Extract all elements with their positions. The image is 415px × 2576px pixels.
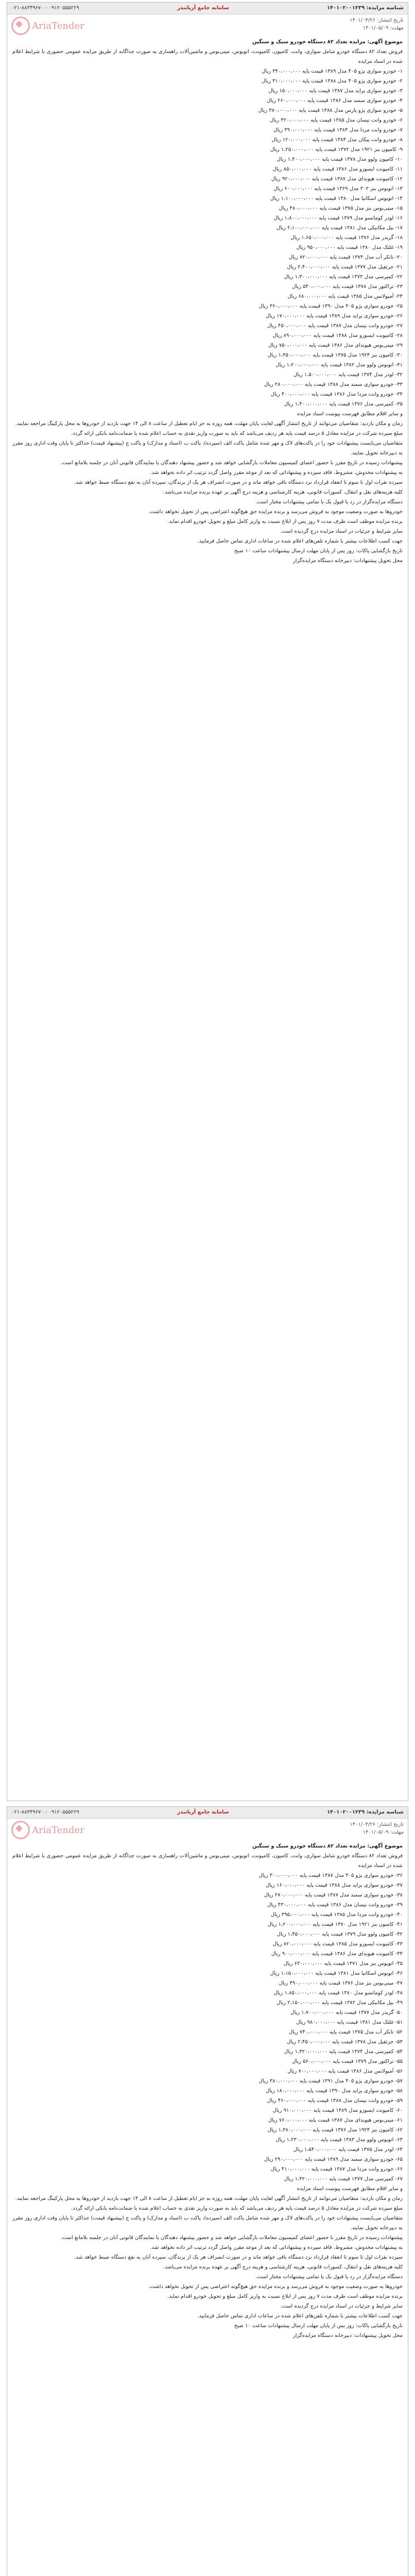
dates-block [350, 1821, 404, 1836]
paragraph: ۳۲- لودر مدل ۱۳۷۴ قیمت پایه ۱،۵۰۰،۰۰۰،۰۰۰ ریال [293, 372, 403, 378]
paragraph: برنده مزایده موظف است ظرف مدت ۷ روز پس از ابلاغ نسبت به واریز کامل مبلغ و تحویل خودرو اقدام نماید. [167, 519, 403, 524]
paragraph: ۲۸- کامیونت ایسوزو مدل ۱۳۸۸ قیمت پایه ۸۹۰،۰۰۰،۰۰۰ ریال [272, 333, 403, 338]
logo-mark-icon [11, 16, 30, 35]
tender-body [7, 36, 408, 570]
paragraph: ۱۵- مینی‌بوس بنز مدل ۱۳۷۵ قیمت پایه ۴۸۰،۰۰۰،۰۰۰ ریال [279, 206, 403, 211]
paragraph: فروش تعداد ۸۲ دستگاه خودرو شامل سواری، وانت، کامیون، کامیونت، اتوبوس، مینی‌بوس و ماشین‌آلات راهسازی به صورت جداگانه از طریق مزایده عمومی حضوری با شرایط اعلام شده در اسناد مزایده [12, 1853, 403, 1869]
paragraph: و سایر اقلام مطابق فهرست پیوست اسناد مزایده [297, 2186, 403, 2192]
paragraph: پیشنهادات رسیده در تاریخ مقرر با حضور اعضای کمیسیون معاملات بازگشایی خواهد شد و حضور پیشنهاد دهندگان یا نمایندگان قانونی آنان در جلسه بلامانع است. [60, 460, 403, 466]
logo-text: AriaTender [32, 20, 84, 31]
paragraph: ۴۲- کامیون ولوو مدل ۱۳۷۹ قیمت پایه ۱،۴۵۰،۰۰۰،۰۰۰ ریال [276, 1931, 403, 1937]
paragraph: به پیشنهادات مخدوش، مشروط، فاقد سپرده و پیشنهاداتی که بعد از موعد مقرر واصل گردد ترتیب اثر داده نخواهد شد. [150, 470, 403, 476]
paragraph: خودروها به صورت وضعیت موجود به فروش می‌رسد و برنده مزایده حق هیچ‌گونه اعتراضی پس از تحویل نخواهد داشت. [148, 2284, 403, 2290]
brand-name: سامانه جامع آریاتندر [177, 1809, 229, 1815]
paragraph: متقاضیان می‌بایست پیشنهادات خود را در پاکت‌های لاک و مهر شده شامل پاکت الف (سپرده)، پاکت ب (اسناد و مدارک) و پاکت ج (پیشنهاد قیمت) حداکثر تا پایان وقت اداری روز مقرر به دبیرخانه تحویل نمایند. [12, 2215, 403, 2231]
paragraph: ۲۰- تانکر آب مدل ۱۳۷۴ قیمت پایه ۷۲۰،۰۰۰،۰۰۰ ریال [288, 255, 403, 260]
contact-phone: ۰۲۱-۸۸۳۴۹۶۷۰ - ۰۹۱۲۰۵۵۵۲۲۹ [11, 5, 79, 11]
paragraph: ۴۵- اتوبوس بنز مدل ۱۳۷۱ قیمت پایه ۶۳۰،۰۰۰،۰۰۰ ریال [283, 1961, 403, 1967]
page-header [7, 1807, 408, 1819]
paragraph: ۲۶- خودرو سواری پراید مدل ۱۳۸۹ قیمت پایه ۱۷۰،۰۰۰،۰۰۰ ریال [266, 313, 403, 319]
paragraph: ۲۵- خودرو سواری پژو ۴۰۵ مدل ۱۳۹۰ قیمت پایه ۳۶۰،۰۰۰،۰۰۰ ریال [258, 303, 403, 309]
paragraph: ۶۴- لودر مدل ۱۳۷۵ قیمت پایه ۱،۵۴۰،۰۰۰،۰۰۰ ریال [293, 2147, 403, 2153]
paragraph: ۵۷- خودرو سواری پژو ۴۰۵ مدل ۱۳۹۱ قیمت پایه ۳۸۰،۰۰۰،۰۰۰ ریال [258, 2078, 403, 2084]
logo-text: AriaTender [32, 1824, 84, 1836]
paragraph: ۹- کامیون بنز ۱۹۲۱ مدل ۱۳۷۲ قیمت پایه ۱،۲۵۰،۰۰۰،۰۰۰ ریال [270, 147, 403, 152]
paragraph: متقاضیان می‌بایست پیشنهادات خود را در پاکت‌های لاک و مهر شده شامل پاکت الف (سپرده)، پاکت ب (اسناد و مدارک) و پاکت ج (پیشنهاد قیمت) حداکثر تا پایان وقت اداری روز مقرر به دبیرخانه تحویل نمایند. [12, 440, 403, 456]
paragraph: ۳۴- خودرو وانت مزدا مدل ۱۳۸۶ قیمت پایه ۴۰۰،۰۰۰،۰۰۰ ریال [270, 392, 403, 397]
paragraph: دستگاه مزایده‌گزار در رد یا قبول یک یا تمامی پیشنهادات مختار است. [255, 499, 403, 505]
paragraph: ۱۱- کامیونت ایسوزو مدل ۱۳۸۶ قیمت پایه ۸۵۰،۰۰۰،۰۰۰ ریال [272, 166, 403, 172]
document-page-1 [7, 2, 408, 1801]
paragraph: ۳۸- خودرو سواری سمند مدل ۱۳۸۷ قیمت پایه ۲۷۰،۰۰۰،۰۰۰ ریال [264, 1892, 403, 1898]
paragraph: ۱۹- غلتک مدل ۱۳۸۰ قیمت پایه ۹۵۰،۰۰۰،۰۰۰ ریال [296, 245, 403, 250]
paragraph: ۴۰- خودرو وانت مزدا مدل ۱۳۸۵ قیمت پایه ۳۹۵،۰۰۰،۰۰۰ ریال [270, 1912, 403, 1918]
paragraph: ۳۱- اتوبوس ولوو مدل ۱۳۸۲ قیمت پایه ۱،۲۰۰،۰۰۰،۰۰۰ ریال [275, 362, 403, 368]
paragraph: پیشنهادات رسیده در تاریخ مقرر با حضور اعضای کمیسیون معاملات بازگشایی خواهد شد و حضور پیشنهاد دهندگان یا نمایندگان قانونی آنان در جلسه بلامانع است. [60, 2235, 403, 2241]
paragraph: ۴۳- کامیونت ایسوزو مدل ۱۳۸۵ قیمت پایه ۸۲۰،۰۰۰،۰۰۰ ریال [272, 1941, 403, 1947]
tender-body [7, 1840, 408, 2345]
paragraph: ۲۱- جرثقیل مدل ۱۳۷۷ قیمت پایه ۲،۴۰۰،۰۰۰،۰۰۰ ریال [287, 264, 403, 270]
paragraph: دستگاه مزایده‌گزار در رد یا قبول یک یا تمامی پیشنهادات مختار است. [255, 2274, 403, 2280]
paragraph: ۵۵- تراکتور مدل ۱۳۷۹ قیمت پایه ۵۶۰،۰۰۰،۰۰۰ ریال [292, 2059, 403, 2064]
paragraph: ۶۲- کامیون بنز ۱۹۲۴ مدل ۱۳۷۶ قیمت پایه ۱،۳۸۰،۰۰۰،۰۰۰ ریال [267, 2127, 403, 2133]
paragraph: برنده مزایده موظف است ظرف مدت ۷ روز پس از ابلاغ نسبت به واریز کامل مبلغ و تحویل خودرو اقدام نماید. [167, 2294, 403, 2299]
paragraph: ۶- خودرو وانت نیسان مدل ۱۳۸۵ قیمت پایه ۴۲۰،۰۰۰،۰۰۰ ریال [270, 117, 403, 123]
paragraph: ۲۹- مینی‌بوس هیوندای مدل ۱۳۸۶ قیمت پایه ۷۵۰،۰۰۰،۰۰۰ ریال [268, 343, 403, 348]
paragraph: ۴۶- اتوبوس اسکانیا مدل ۱۳۸۱ قیمت پایه ۱،۱۵۰،۰۰۰،۰۰۰ ریال [270, 1971, 403, 1976]
ariatender-logo [11, 16, 84, 35]
paragraph: ۵۶- آمبولانس مدل ۱۳۸۶ قیمت پایه ۷۰۰،۰۰۰،۰۰۰ ریال [287, 2069, 403, 2074]
tender-id: شناسه مزایده: ۱۴۰۱۰۲۰۰۱۲۳۹ [326, 5, 404, 11]
paragraph: محل تحویل پیشنهادات: دبیرخانه دستگاه مزایده‌گزار [292, 558, 403, 564]
paragraph: ۳۳- خودرو سواری سمند مدل ۱۳۸۸ قیمت پایه ۲۸۰،۰۰۰،۰۰۰ ریال [264, 382, 403, 387]
paragraph: زمان و مکان بازدید: متقاضیان می‌توانند از تاریخ انتشار آگهی لغایت پایان مهلت، همه روزه به جز ایام تعطیل از ساعت ۸ الی ۱۴ جهت بازدید از خودروها به محل پارکینگ مراجعه نمایند. [15, 2196, 403, 2201]
ariatender-logo [11, 1821, 84, 1839]
paragraph: مبلغ سپرده شرکت در مزایده معادل ۵ درصد قیمت پایه هر ردیف می‌باشد که باید به صورت واریز نقدی به حساب اعلام شده یا ضمانت‌نامه بانکی ارائه گردد. [71, 2206, 403, 2211]
published-date: تاریخ انتشار: ۱۴۰۱/۰۴/۲۶ [350, 18, 404, 23]
paragraph: ۵۴- کمپرسی مدل ۱۳۷۴ قیمت پایه ۱،۳۲۰،۰۰۰،۰۰۰ ریال [284, 2049, 403, 2055]
paragraph: کلیه هزینه‌های نقل و انتقال، کسورات قانونی، هزینه کارشناسی و هزینه درج آگهی بر عهده برنده مزایده می‌باشد. [163, 489, 403, 495]
deadline-date: مهلت: ۱۴۰۱/۰۵/۰۹ [362, 25, 404, 31]
paragraph: ۴۹- بیل مکانیکی مدل ۱۳۸۲ قیمت پایه ۲،۱۵۰،۰۰۰،۰۰۰ ریال [276, 2000, 403, 2006]
brand-name: سامانه جامع آریاتندر [177, 5, 229, 11]
paragraph: ۷- خودرو وانت مزدا مدل ۱۳۸۴ قیمت پایه ۳۹۰،۰۰۰،۰۰۰ ریال [273, 127, 403, 133]
paragraph: ۳۵- کمپرسی مدل ۱۳۷۶ قیمت پایه ۱،۴۰۰،۰۰۰،۰۰۰ ریال [284, 401, 403, 407]
paragraph: ۶۱- مینی‌بوس هیوندای مدل ۱۳۸۷ قیمت پایه ۷۶۰،۰۰۰،۰۰۰ ریال [268, 2117, 403, 2123]
paragraph: ۲۲- کمپرسی مدل ۱۳۷۳ قیمت پایه ۱،۳۰۰،۰۰۰،۰۰۰ ریال [284, 274, 403, 280]
document-page-2 [7, 1806, 408, 2576]
paragraph: ۴۱- کامیون بنز ۱۹۲۱ مدل ۱۳۷۰ قیمت پایه ۱،۲۰۰،۰۰۰،۰۰۰ ریال [267, 1922, 403, 1927]
published-date: تاریخ انتشار: ۱۴۰۱/۰۴/۲۶ [350, 1822, 404, 1827]
paragraph: ۶۷- کمپرسی مدل ۱۳۷۷ قیمت پایه ۱،۴۲۰،۰۰۰،۰۰۰ ریال [284, 2176, 403, 2182]
paragraph: خودروها به صورت وضعیت موجود به فروش می‌رسد و برنده مزایده حق هیچ‌گونه اعتراضی پس از تحویل نخواهد داشت. [148, 509, 403, 515]
logo-mark-icon [11, 1821, 30, 1839]
paragraph: ۱۶- لودر کوماتسو مدل ۱۳۷۹ قیمت پایه ۱،۸۰۰،۰۰۰،۰۰۰ ریال [273, 215, 403, 221]
page-header [7, 3, 408, 14]
paragraph: تاریخ بازگشایی پاکات: روز پس از پایان مهلت ارسال پیشنهادات ساعت ۱۰ صبح [234, 2323, 403, 2329]
paragraph: ۶۰- کامیونت ایسوزو مدل ۱۳۸۹ قیمت پایه ۹۱۰،۰۰۰،۰۰۰ ریال [272, 2108, 403, 2113]
paragraph: جهت کسب اطلاعات بیشتر با شماره تلفن‌های اعلام شده در ساعات اداری تماس حاصل فرمایید. [197, 538, 403, 544]
paragraph: ۴- خودرو سواری سمند مدل ۱۳۸۶ قیمت پایه ۲۶۰،۰۰۰،۰۰۰ ریال [267, 98, 403, 104]
paragraph: ۶۵- خودرو سواری سمند مدل ۱۳۸۹ قیمت پایه ۲۹۰،۰۰۰،۰۰۰ ریال [264, 2157, 403, 2162]
paragraph: ۵۳- جرثقیل مدل ۱۳۷۸ قیمت پایه ۲،۴۵۰،۰۰۰،۰۰۰ ریال [287, 2039, 403, 2045]
deadline-date: مهلت: ۱۴۰۱/۰۵/۰۹ [362, 1829, 404, 1835]
paragraph: ۵۲- تانکر آب مدل ۱۳۷۵ قیمت پایه ۷۴۰،۰۰۰،۰۰۰ ریال [288, 2029, 403, 2035]
paragraph-list [12, 47, 403, 566]
paragraph-list [12, 1851, 403, 2341]
paragraph: ۶۳- اتوبوس ولوو مدل ۱۳۸۳ قیمت پایه ۱،۲۳۰،۰۰۰،۰۰۰ ریال [275, 2137, 403, 2143]
paragraph: ۵۱- غلتک مدل ۱۳۸۱ قیمت پایه ۹۸۰،۰۰۰،۰۰۰ ریال [296, 2020, 403, 2025]
paragraph: و سایر اقلام مطابق فهرست پیوست اسناد مزایده [297, 411, 403, 417]
paragraph: ۵- خودرو سواری پژو پارس مدل ۱۳۸۸ قیمت پایه ۳۸۰،۰۰۰،۰۰۰ ریال [258, 108, 403, 113]
paragraph: ۱- خودرو سواری پژو ۴۰۵ مدل ۱۳۸۹ قیمت پایه ۳۴۰،۰۰۰،۰۰۰ ریال [262, 69, 403, 74]
paragraph: ۱۳- اتوبوس بنز ۳۰۲ مدل ۱۳۶۹ قیمت پایه ۶۰۰،۰۰۰،۰۰۰ ریال [273, 186, 403, 192]
paragraph: ۱۸- گریدر مدل ۱۳۷۶ قیمت پایه ۱،۶۵۰،۰۰۰،۰۰۰ ریال [290, 235, 403, 241]
paragraph: جهت کسب اطلاعات بیشتر با شماره تلفن‌های اعلام شده در ساعات اداری تماس حاصل فرمایید. [197, 2313, 403, 2319]
paragraph: ۸- خودرو وانت پیکان مدل ۱۳۸۳ قیمت پایه ۱۲۰،۰۰۰،۰۰۰ ریال [271, 137, 403, 143]
paragraph: ۳۶- خودرو سواری پژو ۴۰۵ مدل ۱۳۸۷ قیمت پایه ۳۰۰،۰۰۰،۰۰۰ ریال [258, 1873, 403, 1878]
meta-row [7, 14, 408, 36]
paragraph: ۳- خودرو سواری پراید مدل ۱۳۸۷ قیمت پایه ۱۵۰،۰۰۰،۰۰۰ ریال [268, 88, 403, 94]
paragraph: فروش تعداد ۸۲ دستگاه خودرو شامل سواری، وانت، کامیون، کامیونت، اتوبوس، مینی‌بوس و ماشین‌آلات راهسازی به صورت جداگانه از طریق مزایده عمومی حضوری با شرایط اعلام شده در اسناد مزایده [12, 49, 403, 64]
paragraph: ۲۳- تراکتور مدل ۱۳۷۸ قیمت پایه ۵۴۰،۰۰۰،۰۰۰ ریال [292, 284, 403, 290]
subject-line: موضوع آگهی: مزایده تعداد ۸۲ دستگاه خودرو سبک و سنگین [252, 39, 403, 45]
subject-line: موضوع آگهی: مزایده تعداد ۸۲ دستگاه خودرو سبک و سنگین [252, 1843, 403, 1849]
paragraph: ۵۹- خودرو وانت نیسان مدل ۱۳۸۸ قیمت پایه ۴۶۰،۰۰۰،۰۰۰ ریال [267, 2098, 403, 2104]
paragraph: ۳۹- خودرو وانت نیسان مدل ۱۳۸۶ قیمت پایه ۴۳۰،۰۰۰،۰۰۰ ریال [267, 1902, 403, 1908]
dates-block [350, 16, 404, 32]
meta-row [7, 1819, 408, 1840]
paragraph: سایر شرایط و جزئیات در اسناد مزایده درج گردیده است. [280, 2303, 403, 2309]
paragraph: محل تحویل پیشنهادات: دبیرخانه دستگاه مزایده‌گزار [292, 2333, 403, 2338]
paragraph: ۳۰- کامیون بنز ۱۹۲۴ مدل ۱۳۷۵ قیمت پایه ۱،۳۵۰،۰۰۰،۰۰۰ ریال [267, 352, 403, 358]
paragraph: ۶۶- خودرو وانت مزدا مدل ۱۳۸۷ قیمت پایه ۴۱۰،۰۰۰،۰۰۰ ریال [270, 2166, 403, 2172]
paragraph: به پیشنهادات مخدوش، مشروط، فاقد سپرده و پیشنهاداتی که بعد از موعد مقرر واصل گردد ترتیب اثر داده نخواهد شد. [150, 2245, 403, 2250]
paragraph: سپرده نفرات اول تا سوم تا انعقاد قرارداد نزد دستگاه باقی خواهد ماند و در صورت انصراف هر یک از برندگان، سپرده آنان به نفع دستگاه ضبط خواهد شد. [74, 2255, 403, 2260]
paragraph: زمان و مکان بازدید: متقاضیان می‌توانند از تاریخ انتشار آگهی لغایت پایان مهلت، همه روزه به جز ایام تعطیل از ساعت ۸ الی ۱۴ جهت بازدید از خودروها به محل پارکینگ مراجعه نمایند. [15, 421, 403, 427]
paragraph: ۲۷- خودرو وانت نیسان مدل ۱۳۸۷ قیمت پایه ۴۵۰،۰۰۰،۰۰۰ ریال [267, 323, 403, 329]
paragraph: ۱۷- بیل مکانیکی مدل ۱۳۸۱ قیمت پایه ۲،۱۰۰،۰۰۰،۰۰۰ ریال [276, 225, 403, 231]
paragraph: ۴۸- لودر کوماتسو مدل ۱۳۸۰ قیمت پایه ۱،۸۵۰،۰۰۰،۰۰۰ ریال [273, 1990, 403, 1996]
contact-phone: ۰۲۱-۸۸۳۴۹۶۷۰ - ۰۹۱۲۰۵۵۵۲۲۹ [11, 1809, 79, 1815]
paragraph: ۲۴- آمبولانس مدل ۱۳۸۵ قیمت پایه ۶۸۰،۰۰۰،۰۰۰ ریال [287, 294, 403, 299]
paragraph: ۱۴- اتوبوس اسکانیا مدل ۱۳۸۰ قیمت پایه ۱،۱۰۰،۰۰۰،۰۰۰ ریال [270, 196, 403, 201]
paragraph: ۵۸- خودرو سواری پراید مدل ۱۳۹۰ قیمت پایه ۱۸۰،۰۰۰،۰۰۰ ریال [266, 2088, 403, 2094]
paragraph: ۳۷- خودرو سواری پراید مدل ۱۳۸۸ قیمت پایه ۱۶۰،۰۰۰،۰۰۰ ریال [266, 1883, 403, 1888]
paragraph: کلیه هزینه‌های نقل و انتقال، کسورات قانونی، هزینه کارشناسی و هزینه درج آگهی بر عهده برنده مزایده می‌باشد. [163, 2264, 403, 2270]
paragraph: ۵۰- گریدر مدل ۱۳۷۷ قیمت پایه ۱،۷۰۰،۰۰۰،۰۰۰ ریال [290, 2010, 403, 2015]
paragraph: ۱۲- کامیونت هیوندای مدل ۱۳۸۷ قیمت پایه ۹۲۰،۰۰۰،۰۰۰ ریال [271, 176, 403, 182]
paragraph: ۲- خودرو سواری پژو ۴۰۵ مدل ۱۳۸۸ قیمت پایه ۳۱۰،۰۰۰،۰۰۰ ریال [262, 78, 403, 84]
paragraph: مبلغ سپرده شرکت در مزایده معادل ۵ درصد قیمت پایه هر ردیف می‌باشد که باید به صورت واریز نقدی به حساب اعلام شده یا ضمانت‌نامه بانکی ارائه گردد. [71, 431, 403, 436]
paragraph: ۱۰- کامیون ولوو مدل ۱۳۷۸ قیمت پایه ۱،۴۰۰،۰۰۰،۰۰۰ ریال [276, 157, 403, 162]
paragraph: سپرده نفرات اول تا سوم تا انعقاد قرارداد نزد دستگاه باقی خواهد ماند و در صورت انصراف هر یک از برندگان، سپرده آنان به نفع دستگاه ضبط خواهد شد. [74, 480, 403, 485]
tender-id: شناسه مزایده: ۱۴۰۱۰۲۰۰۱۲۳۹ [326, 1809, 404, 1815]
paragraph: سایر شرایط و جزئیات در اسناد مزایده درج گردیده است. [280, 529, 403, 534]
paragraph: تاریخ بازگشایی پاکات: روز پس از پایان مهلت ارسال پیشنهادات ساعت ۱۰ صبح [234, 548, 403, 554]
paragraph: ۴۷- مینی‌بوس بنز مدل ۱۳۷۶ قیمت پایه ۴۹۰،۰۰۰،۰۰۰ ریال [279, 1980, 403, 1986]
paragraph: ۴۴- کامیونت هیوندای مدل ۱۳۸۶ قیمت پایه ۹۰۰،۰۰۰،۰۰۰ ریال [271, 1951, 403, 1957]
